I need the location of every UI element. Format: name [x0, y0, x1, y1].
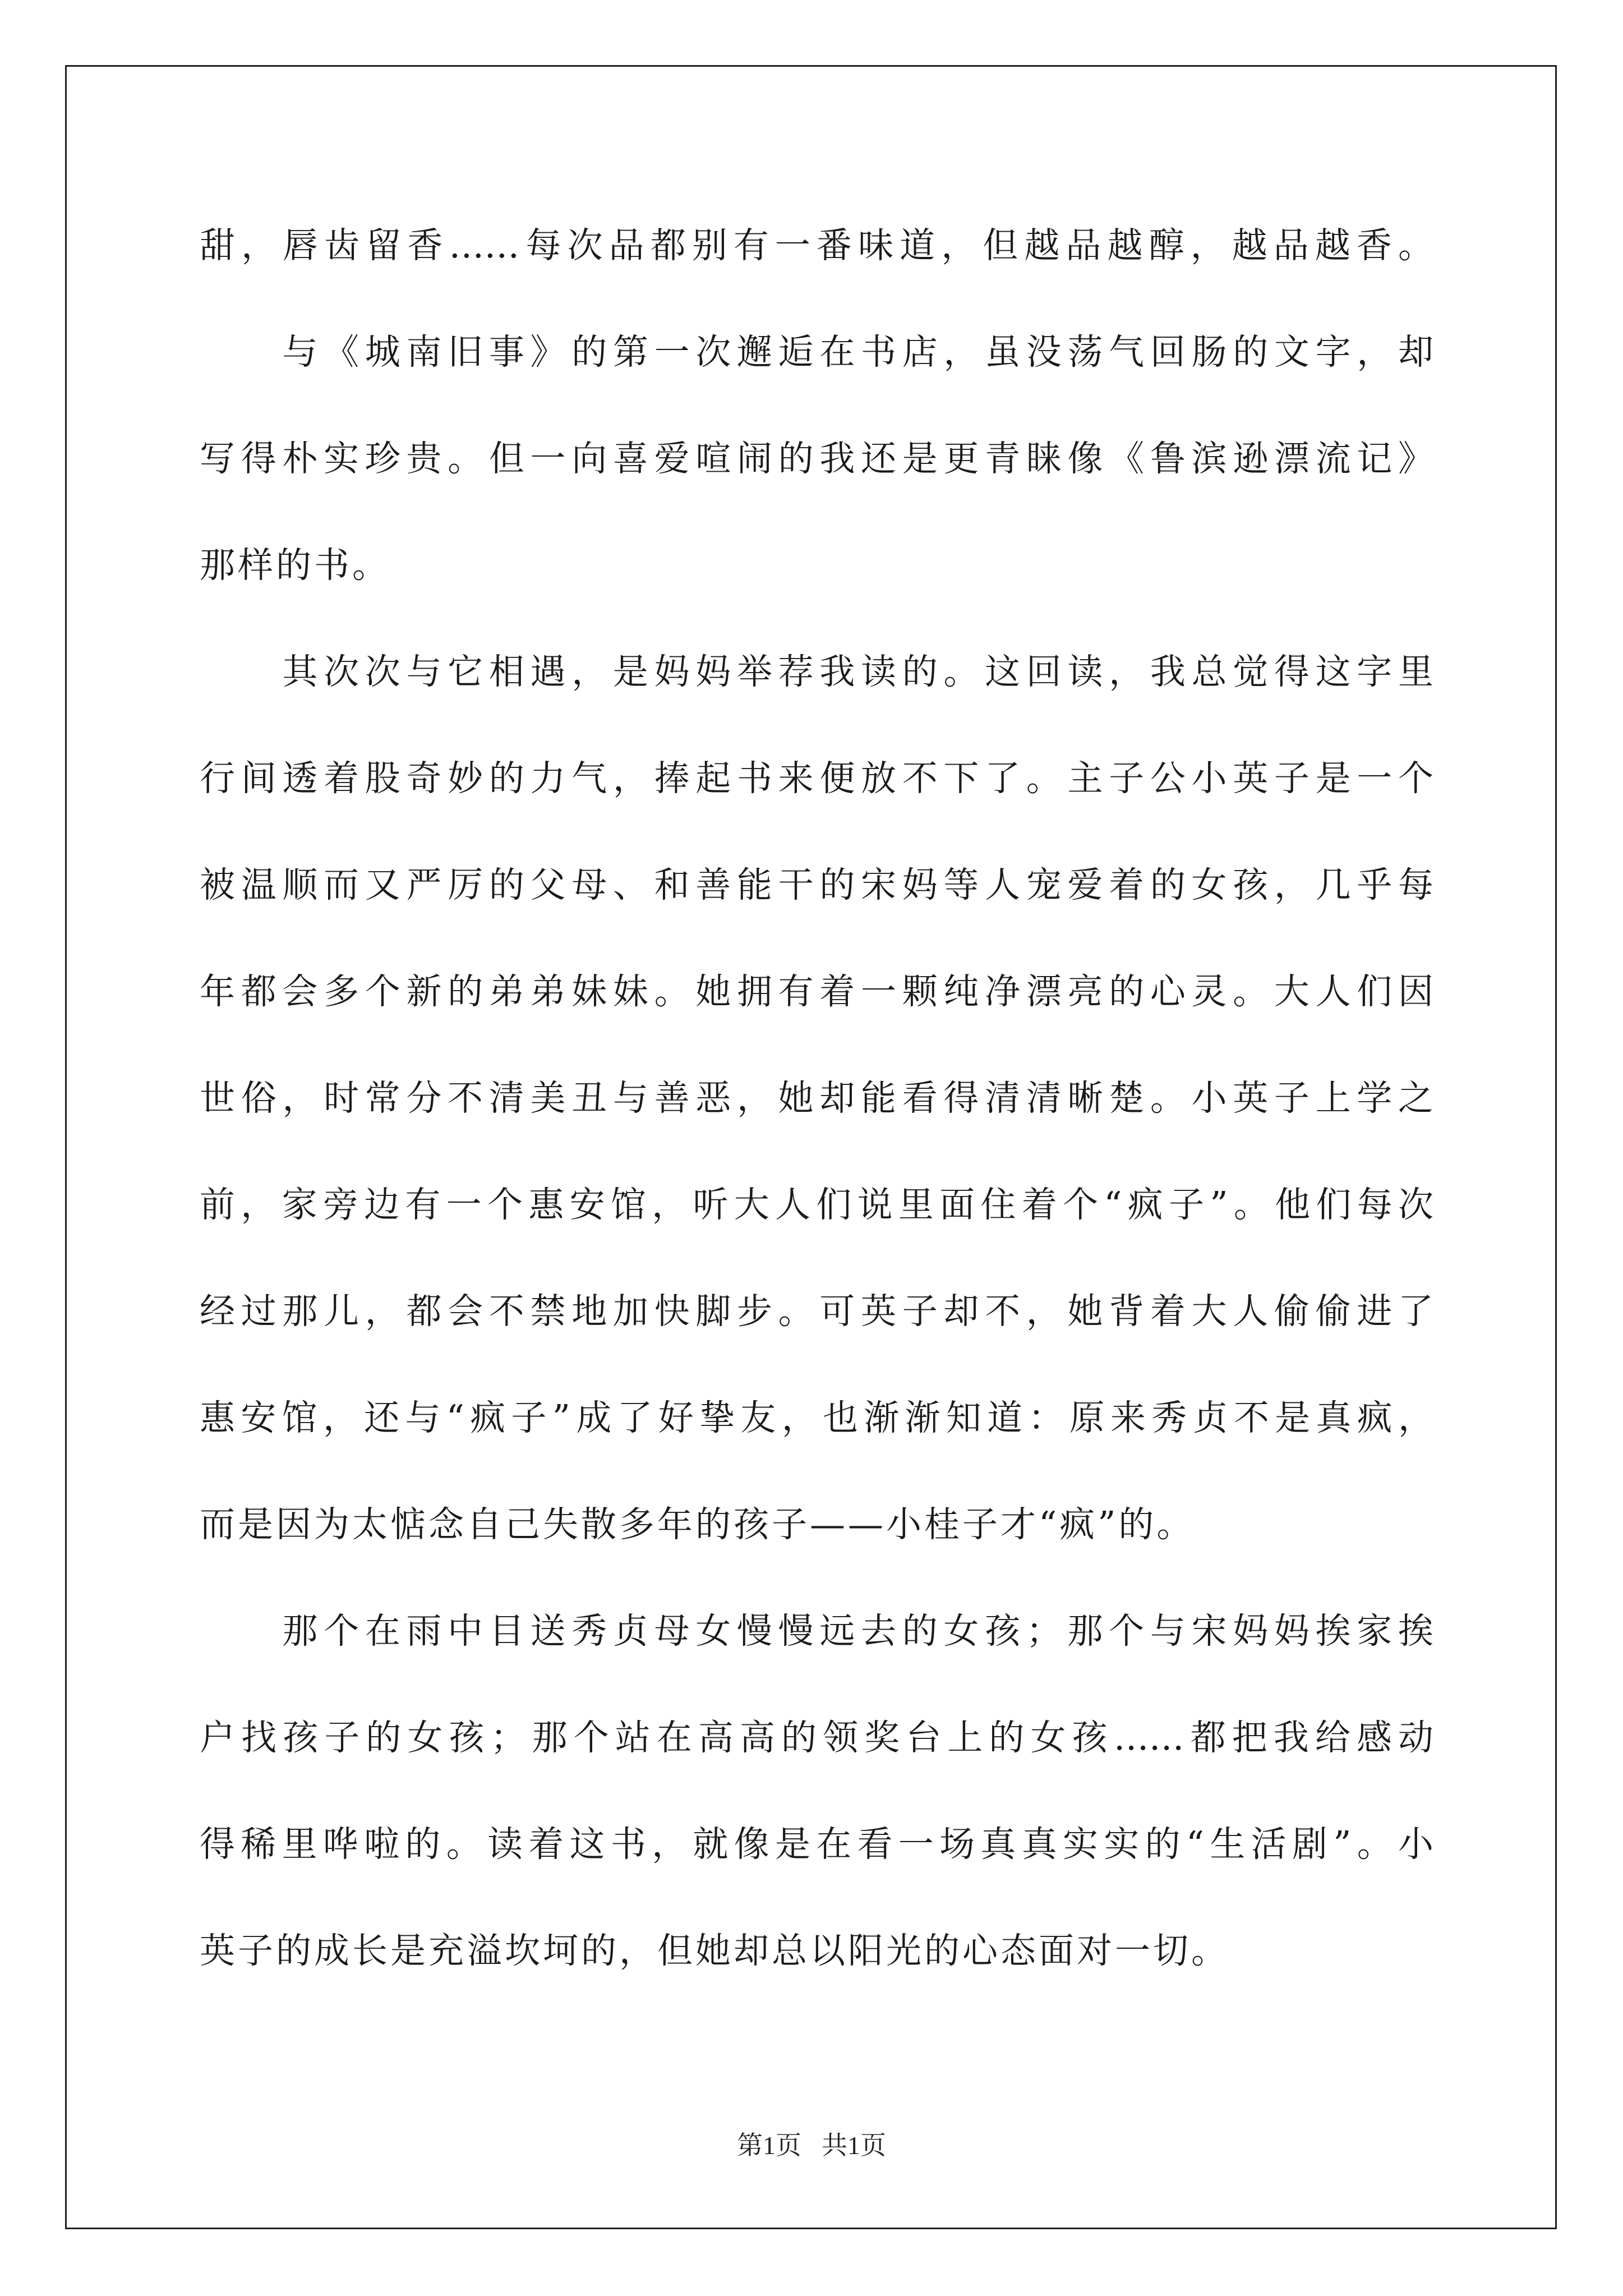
text-line-2: 与《城南旧事》的第一次邂逅在书店，虽没荡气回肠的文字，却: [200, 332, 1433, 372]
text-line-10: 前，家旁边有一个惠安馆，听大人们说里面住着个“疯子”。他们每次: [200, 1184, 1433, 1225]
text-line-12: 惠安馆，还与“疯子”成了好挚友，也渐渐知道：原来秀贞不是真疯，: [200, 1397, 1433, 1438]
page-total: 共1页: [822, 2131, 886, 2160]
text-line-9: 世俗，时常分不清美丑与善恶，她却能看得清清晰楚。小英子上学之: [200, 1078, 1433, 1119]
page-footer: [0, 2129, 1623, 2162]
text-line-14: 那个在雨中目送秀贞母女慢慢远去的女孩；那个与宋妈妈挨家挨: [200, 1611, 1433, 1651]
text-line-15: 户找孩子的女孩；那个站在高高的领奖台上的女孩……都把我给感动: [200, 1717, 1433, 1758]
text-line-3: 写得朴实珍贵。但一向喜爱喧闹的我还是更青睐像《鲁滨逊漂流记》: [200, 438, 1433, 479]
text-line-13: 而是因为太惦念自己失散多年的孩子——小桂子才“疯”的。: [200, 1504, 1195, 1545]
text-line-7: 被温顺而又严厉的父母、和善能干的宋妈等人宠爱着的女孩，几乎每: [200, 864, 1433, 905]
page-border: [65, 65, 1557, 2229]
text-line-1: 甜，唇齿留香……每次品都别有一番味道，但越品越醇，越品越香。: [200, 225, 1433, 266]
text-line-16: 得稀里哗啦的。读着这书，就像是在看一场真真实实的“生活剧”。小: [200, 1824, 1433, 1865]
text-line-6: 行间透着股奇妙的力气，捧起书来便放不下了。主子公小英子是一个: [200, 758, 1433, 799]
page-number: 第1页: [737, 2131, 801, 2160]
text-line-17: 英子的成长是充溢坎坷的，但她却总以阳光的心态面对一切。: [200, 1930, 1229, 1971]
text-line-5: 其次次与它相遇，是妈妈举荐我读的。这回读，我总觉得这字里: [200, 651, 1433, 692]
text-line-11: 经过那儿，都会不禁地加快脚步。可英子却不，她背着大人偷偷进了: [200, 1291, 1433, 1332]
text-line-8: 年都会多个新的弟弟妹妹。她拥有着一颗纯净漂亮的心灵。大人们因: [200, 971, 1433, 1012]
text-line-4: 那样的书。: [200, 545, 390, 586]
